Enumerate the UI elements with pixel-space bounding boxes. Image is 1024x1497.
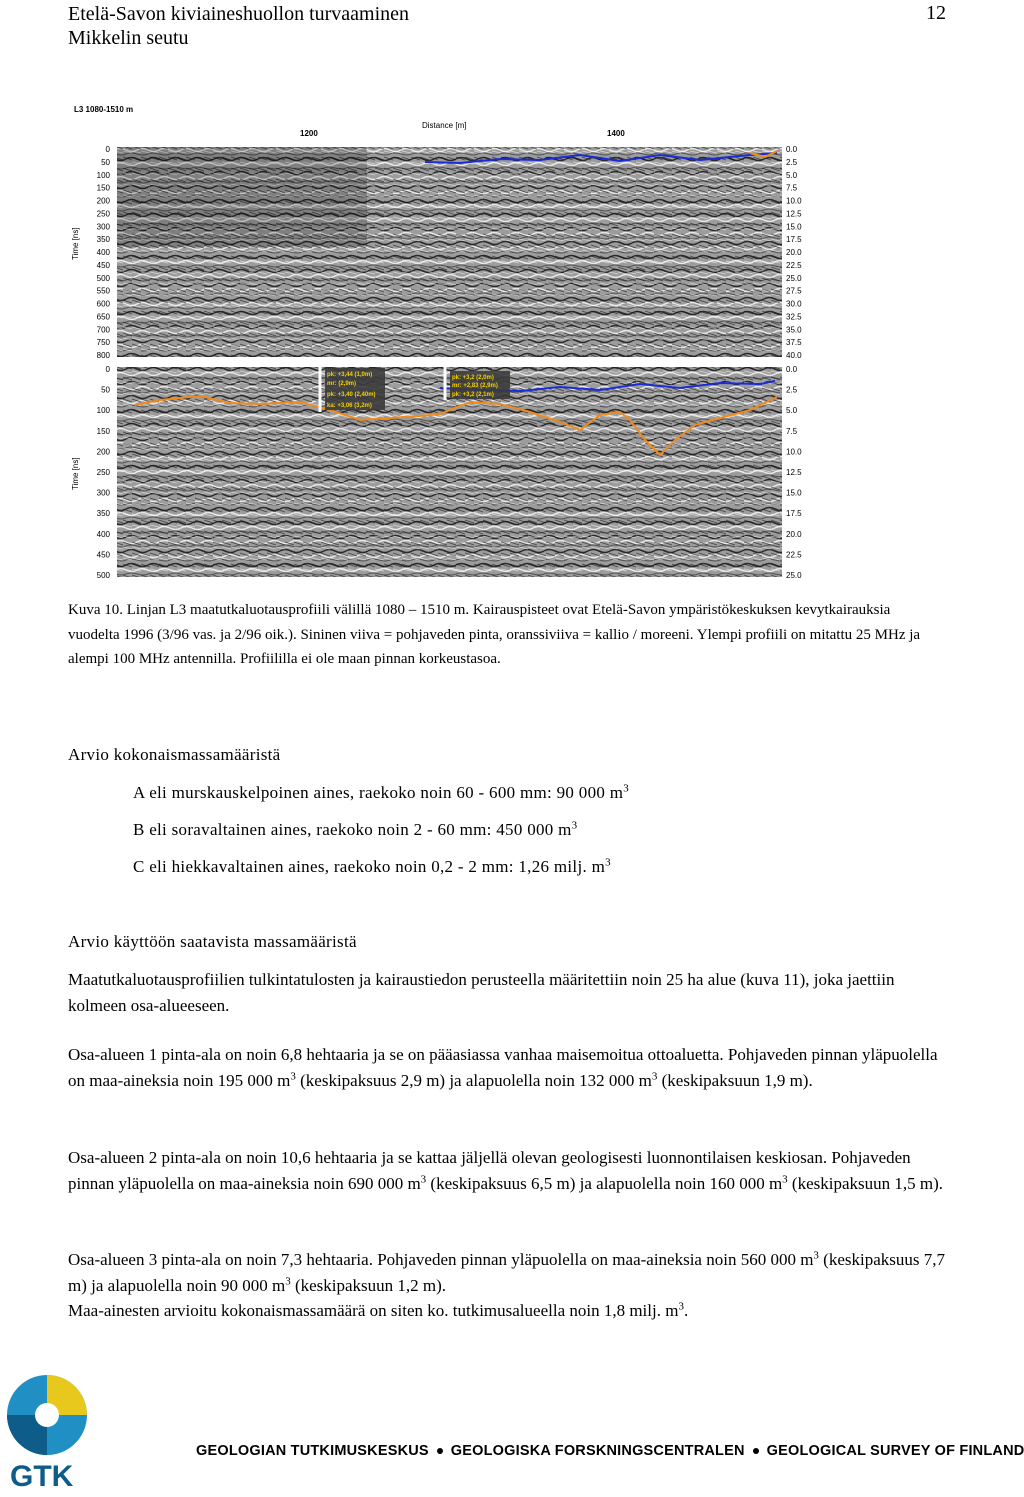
time-tick: 400	[96, 248, 110, 257]
time-tick: 500	[96, 273, 110, 283]
distance-tick: 1400	[607, 129, 625, 138]
time-tick: 50	[101, 385, 110, 395]
depth-tick: 2.5	[786, 385, 798, 395]
svg-text:mr: (2,9m): mr: (2,9m)	[327, 381, 357, 387]
time-tick: 400	[96, 529, 110, 539]
depth-tick: 7.5	[786, 183, 798, 193]
lower-profile	[71, 365, 802, 580]
section-heading-available: Arvio käyttöön saatavista massamääristä	[68, 932, 357, 951]
time-tick: 250	[96, 468, 110, 477]
time-tick: 600	[96, 299, 110, 309]
time-tick: 150	[96, 183, 110, 193]
depth-tick: 5.0	[786, 170, 798, 180]
estimate-c: C eli hiekkavaltainen aines, raekoko noin 0,2 - 2 mm: 1,26 milj. $m^3$	[133, 856, 611, 876]
borehole-label-2	[452, 375, 498, 398]
distance-tick: 1200	[300, 129, 318, 138]
time-tick: 550	[96, 286, 110, 296]
depth-tick: 17.5	[786, 235, 802, 245]
depth-tick: 25.0	[786, 571, 802, 580]
depth-tick: 22.5	[786, 260, 802, 270]
time-tick: 100	[96, 406, 110, 416]
time-tick: 0	[105, 145, 110, 154]
depth-tick: 25.0	[786, 273, 802, 283]
time-tick: 650	[96, 312, 110, 322]
depth-tick: 0.0	[786, 365, 798, 374]
depth-tick: 37.5	[786, 338, 802, 348]
depth-tick: 0.0	[786, 145, 798, 154]
time-tick: 700	[96, 325, 110, 335]
time-tick: 450	[96, 260, 110, 270]
estimate-a: A eli murskauskelpoinen aines, raekoko noin 60 - 600 mm: 90 000 $m^3$	[133, 782, 630, 802]
depth-tick: 12.5	[786, 209, 802, 219]
logo-wordmark: GTK	[10, 1460, 74, 1493]
depth-tick: 7.5	[786, 426, 798, 436]
svg-text:mr: +2,83 (2,9m): mr: +2,83 (2,9m)	[452, 383, 498, 389]
time-axis-label: Time [ns]	[71, 227, 80, 260]
paragraph-area-2: Osa-alueen 2 pinta-ala on noin 10,6 hehtaaria ja se kattaa jäljellä olevan geologisesti luonnontilaisen keskiosan. Pohjaveden pinnan yläpuolella on maa-aineksia noin 690 000 $m^3$ (keskipaksuus 6,5 m) ja alapuolella noin 160 000 $m^3$ (keskipaksuun 1,5 m).	[68, 1148, 944, 1193]
depth-tick: 32.5	[786, 312, 802, 322]
gtk-logo	[4, 1372, 90, 1492]
gpr-profile-figure	[60, 100, 820, 585]
time-tick: 300	[96, 222, 110, 232]
time-tick: 750	[96, 338, 110, 348]
page-number: 12	[926, 2, 946, 24]
upper-profile	[71, 145, 802, 360]
depth-tick: 12.5	[786, 468, 802, 477]
paragraph-area-3: Osa-alueen 3 pinta-ala on noin 7,3 hehtaaria. Pohjaveden pinnan yläpuolella on maa-aineksia noin 560 000 $m^3$ (keskipaksuus 7,7 m) ja alapuolella noin 90 000 $m^3$ (keskipaksuun 1,2 m). Maa-ainesten arvioitu kokonaismassamäärä on siten ko. tutkimusalueella noin 1,8 milj. $m^3$.	[68, 1249, 945, 1320]
depth-tick: 20.0	[786, 248, 802, 257]
depth-tick: 35.0	[786, 325, 802, 335]
time-tick: 150	[96, 426, 110, 436]
header-subtitle: Mikkelin seutu	[68, 27, 189, 49]
estimate-b: B eli soravaltainen aines, raekoko noin 2 - 60 mm: 450 000 $m^3$	[133, 819, 578, 839]
footer-organisation: GEOLOGIAN TUTKIMUSKESKUS GEOLOGISKA FORSKNINGSCENTRALEN GEOLOGICAL SURVEY OF FINLAND	[196, 1443, 1024, 1459]
time-tick: 350	[96, 235, 110, 245]
paragraph-intro: Maatutkaluotausprofiilien tulkintatulosten ja kairaustiedon perusteella määritettiin noin 25 ha alue (kuva 11), joka jaettiin kolmeen osa-alueeseen.	[68, 970, 895, 1015]
svg-text:pk: +3,44 (1,0m): pk: +3,44 (1,0m)	[327, 372, 373, 378]
time-tick: 250	[96, 209, 110, 219]
depth-tick: 5.0	[786, 406, 798, 416]
depth-tick: 22.5	[786, 550, 802, 560]
header-title: Etelä-Savon kiviaineshuollon turvaaminen	[68, 3, 410, 25]
svg-text:pk: +3,2 (2,0m): pk: +3,2 (2,0m)	[452, 375, 494, 381]
time-tick: 350	[96, 509, 110, 519]
depth-tick: 10.0	[786, 196, 802, 206]
time-tick: 0	[105, 365, 110, 374]
time-tick: 500	[96, 571, 110, 580]
depth-tick: 20.0	[786, 529, 802, 539]
time-tick: 200	[96, 447, 110, 457]
svg-text:pk: +3,2 (2,1m): pk: +3,2 (2,1m)	[452, 392, 494, 398]
depth-tick: 2.5	[786, 157, 798, 167]
time-tick: 800	[96, 351, 110, 360]
svg-text:ka: +3,06 (3,2m): ka: +3,06 (3,2m)	[327, 403, 372, 409]
depth-tick: 10.0	[786, 447, 802, 457]
time-tick: 450	[96, 550, 110, 560]
depth-tick: 40.0	[786, 351, 802, 360]
depth-tick: 15.0	[786, 488, 802, 498]
svg-text:pk: +3,40 (2,40m): pk: +3,40 (2,40m)	[327, 392, 376, 398]
figure-caption: Kuva 10. Linjan L3 maatutkaluotausprofiili välillä 1080 – 1510 m. Kairauspisteet ovat Etelä-Savon ympäristökeskuksen kevytkairauksia vuodelta 1996 (3/96 vas. ja 2/96 oik.). Sininen viiva = pohjaveden pinta, oranssiviiva = kallio / moreeni. Ylempi profiili on mitattu 25 MHz ja alempi 100 MHz antennilla. Profiililla ei ole maan pinnan korkeustasoa.	[68, 602, 921, 667]
depth-tick: 27.5	[786, 286, 802, 296]
figure-title: L3 1080-1510 m	[74, 105, 134, 114]
time-tick: 300	[96, 488, 110, 498]
time-tick: 200	[96, 196, 110, 206]
document-header	[68, 2, 409, 50]
depth-tick: 17.5	[786, 509, 802, 519]
depth-tick: 15.0	[786, 222, 802, 232]
time-axis-label: Time [ns]	[71, 457, 80, 490]
distance-axis-label: Distance [m]	[422, 121, 467, 130]
time-tick: 100	[96, 170, 110, 180]
paragraph-area-1: Osa-alueen 1 pinta-ala on noin 6,8 hehtaaria ja se on pääasiassa vanhaa maisemoitua ottoaluetta. Pohjaveden pinnan yläpuolella on maa-aineksia noin 195 000 $m^3$ (keskipaksuus 2,9 m) ja alapuolella noin 132 000 $m^3$ (keskipaksuun 1,9 m).	[68, 1045, 938, 1090]
time-tick: 50	[101, 157, 110, 167]
depth-tick: 30.0	[786, 299, 802, 309]
section-heading-total: Arvio kokonaismassamääristä	[68, 745, 281, 764]
